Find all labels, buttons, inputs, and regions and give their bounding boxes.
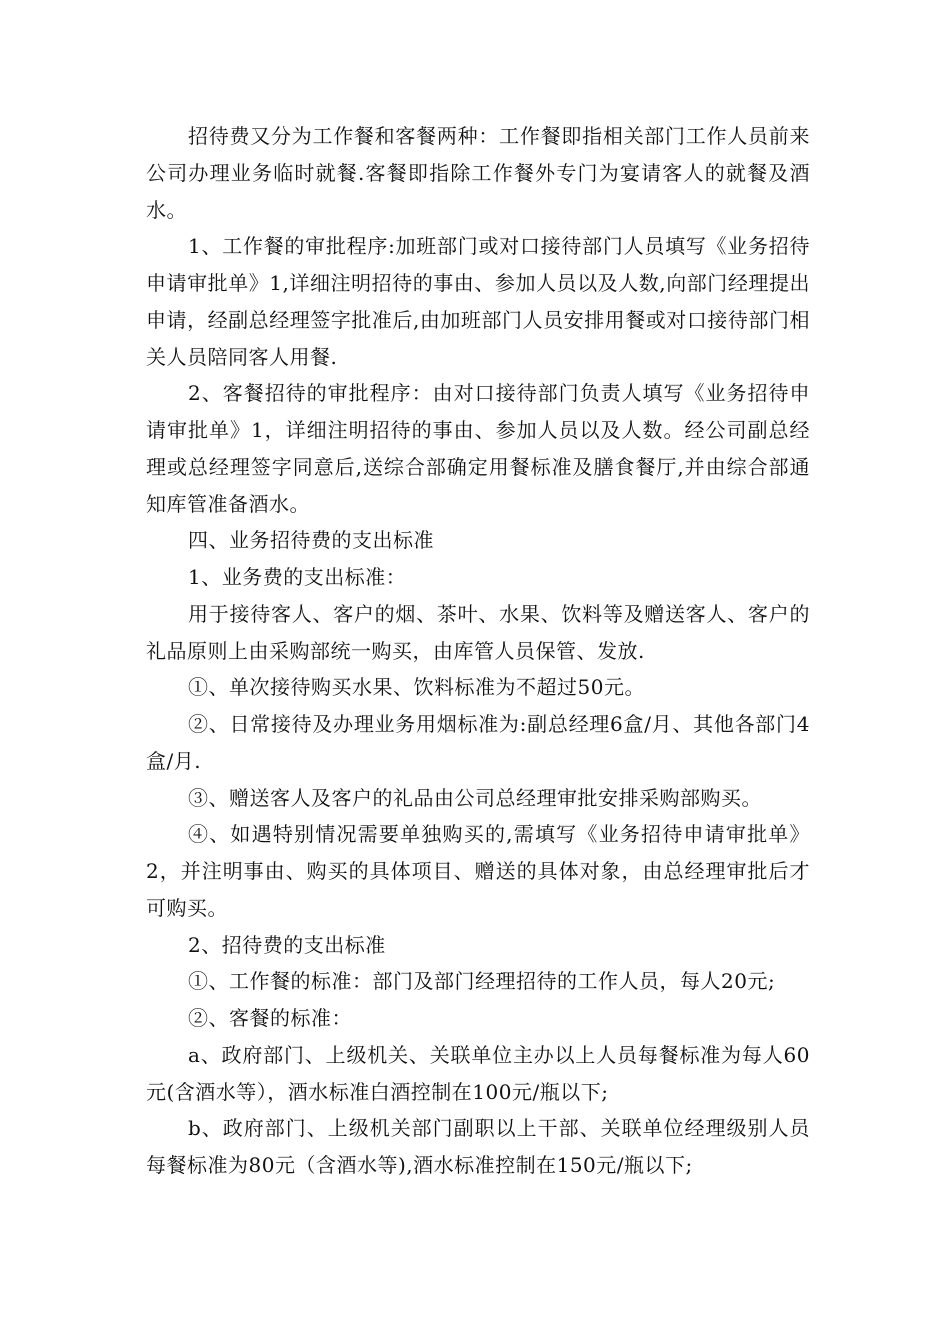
document-body (146, 118, 810, 1184)
subheading-hospitality-expense: 2、招待费的支出标准 (188, 932, 386, 957)
list-item-guest-meal-standard: ②、客餐的标准： (188, 1006, 352, 1030)
paragraph-purchase-rule: 用于接待客人、客户的烟、茶叶、水果、饮料等及赠送客人、客户的礼品原则上由采购部统一购买，由库管人员保管、发放. (146, 601, 810, 663)
list-item-standard-a: a、政府部门、上级机关、关联单位主办以上人员每餐标准为每人60元(含酒水等），酒水标准白酒控制在100元/瓶以下; (146, 1042, 810, 1104)
paragraph-guest-meal-approval: 2、客餐招待的审批程序：由对口接待部门负责人填写《业务招待申请审批单》1，详细注明招待的事由、参加人员以及人数。经公司副总经理或总经理签字同意后,送综合部确定用餐标准及膳食餐厅,并由综合部通知库管准备酒水。 (146, 381, 810, 516)
list-item-work-meal-standard: ①、工作餐的标准：部门及部门经理招待的工作人员，每人20元; (188, 969, 776, 994)
list-item-cigarette: ②、日常接待及办理业务用烟标准为:副总经理6盒/月、其他各部门4盒/月. (146, 712, 810, 773)
list-item-standard-b: b、政府部门、上级机关部门副职以上干部、关联单位经理级别人员每餐标准为80元（含酒水等),酒水标准控制在150元/瓶以下; (146, 1116, 810, 1177)
paragraph-work-meal-approval: 1、工作餐的审批程序:加班部门或对口接待部门人员填写《业务招待申请审批单》1,详细注明招待的事由、参加人员以及人数,向部门经理提出申请，经副总经理签字批准后,由加班部门人员安排用餐或对口接待部门相关人员陪同客人用餐. (146, 234, 810, 369)
subheading-business-expense: 1、业务费的支出标准： (188, 565, 407, 589)
paragraph-intro: 招待费又分为工作餐和客餐两种：工作餐即指相关部门工作人员前来公司办理业务临时就餐.客餐即指除工作餐外专门为宴请客人的就餐及酒水。 (146, 124, 810, 222)
section-heading-expense-standards: 四、业务招待费的支出标准 (188, 528, 434, 553)
list-item-gifts: ③、赠送客人及客户的礼品由公司总经理审批安排采购部购买。 (188, 785, 762, 810)
list-item-fruit-drink: ①、单次接待购买水果、饮料标准为不超过50元。 (188, 675, 645, 700)
list-item-special-purchase: ④、如遇特别情况需要单独购买的,需填写《业务招待申请审批单》2，并注明事由、购买的具体项目、赠送的具体对象，由总经理审批后才可购买。 (146, 822, 810, 920)
